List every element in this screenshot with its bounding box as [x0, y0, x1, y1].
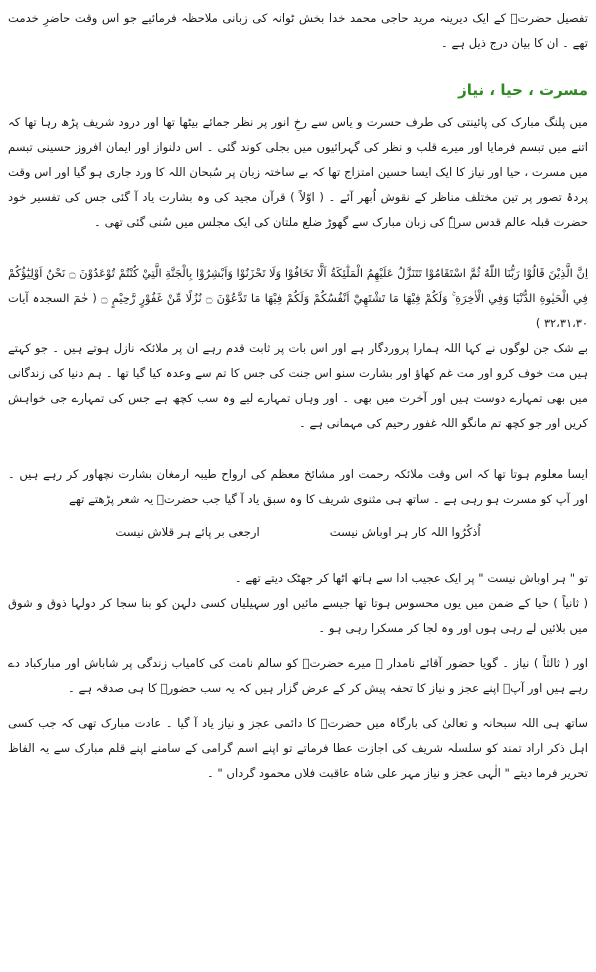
spacer [8, 701, 588, 711]
persian-couplet [8, 520, 588, 544]
spacer [8, 436, 588, 462]
couplet-second-hemistich: ارجعی بر پائے ہر قلاش نیست [115, 525, 260, 539]
section-heading: مسرت ، حیا ، نیاز [458, 81, 588, 99]
paragraph-second-vision: ( ثانیاً ) حیا کے ضمن میں یوں محسوس ہوتا تھا جیسے مائیں اور سہیلیاں کسی دلہن کو بنا سجا کر دولہا ذوق و شوق میں بلائیں لے رہی ہوں اور وہ لجا کر مسکرا رہی ہو ۔ [8, 596, 588, 635]
verse-translation: بے شک جن لوگوں نے کہا اللہ ہمارا پروردگار ہے اور اس بات پر ثابت قدم رہے ان پر ملائکہ نازل ہوتے ہیں ۔ جو کہتے ہیں مت خوف کرو اور مت غم کھاؤ اور بشارت سنو اس جنت کی جس کا تم سے وعدہ کیا گیا تھا ۔ ہم دنیا کی زندگانی میں بھی تمہارے دوست ہیں اور آخرت میں بھی ۔ اور وہاں تمہارے لیے وہ سب کچھ ہے جس کی تمہارے جی خواہش کریں اور جو کچھ تم مانگو اللہ غفور رحیم کی مہمانی ہے ۔ [8, 341, 588, 430]
couplet-first-hemistich: اُذکُرُوا اللہ کار ہر اوباش نیست [329, 525, 481, 539]
spacer [8, 641, 588, 651]
spacer [8, 235, 588, 261]
paragraph-first-vision: میں پلنگ مبارک کی پائینتی کی طرف حسرت و یاس سے رخِ انور پر نظر جمائے بیٹھا تھا اور درود شریف پڑھ رہا تھا کہ اتنے میں تبسم فرمایا اور میرے قلب و نظر کی گہرائیوں میں بجلی کوند گئی ۔ اس دلنواز اور ایمان افروز حسینی تبسم میں مسرت ، حیا اور نیاز کا ایک ایسا حسین امتزاج تھا کہ بے ساختہ زبان پر سُبحان اللہ کا ورد جاری ہو گیا اور اس وقت پردۂ تصور پر تین مختلف مناظر کے نقوش اُبھر آئے ۔ ( اوّلاً ) قرآن مجید کی وہ بشارت یاد آ گئی جس کی تفسیر خود حضرت قبلہ عالم قدس سرہٗ کی زبان مبارک سے گھوڑ ضلع ملتان کی ایک مجلس میں سُنی گئی تھی ۔ [8, 115, 588, 229]
paragraph-gesture: تو " ہر اوباش نیست " پر ایک عجیب ادا سے ہاتھ اٹھا کر جھٹک دیتے تھے ۔ [234, 571, 588, 585]
paragraph-humility: ساتھ ہی اللہ سبحانہ و تعالیٰ کی بارگاہ میں حضرتؒ کا دائمی عجز و نیاز یاد آ گیا ۔ عادت مبارک تھی کہ جب کسی اہل ذکر اراد تمند کو سلسلہ شریف کی اجازت عطا فرماتے تو اپنے اسم گرامی کے سامنے اپنے قلم مبارک سے یہ الفاظ تحریر فرما دیتے " الٰہی عجز و نیاز مہر علی شاہ عاقبت فلاں محمود گرداں " ۔ [8, 716, 588, 780]
intro-paragraph: تفصیل حضرتؒ کے ایک دیرینہ مرید حاجی محمد خدا بخش ٹوانہ کی زبانی ملاحظہ فرمائیے جو اس وقت حاضرِ خدمت تھے ۔ ان کا بیان درج ذیل ہے ۔ [8, 11, 588, 50]
paragraph-masnavi: ایسا معلوم ہوتا تھا کہ اس وقت ملائکہ رحمت اور مشائخ معظم کی ارواح طیبہ ارمغان بشارت نچھاور کر رہے ہیں ۔ اور آپ کو مسرت ہو رہی ہے ۔ ساتھ ہی مثنوی شریف کا وہ سبق یاد آ گیا جب حضرتؒ یہ شعر پڑھتے تھے [8, 467, 588, 506]
paragraph-third-vision: اور ( ثالثاً ) نیاز ۔ گویا حضور آقائے نامدار ﷺ میرے حضرتؒ کو سالم نامت کی کامیاب زندگی پر شاباش اور مبارکباد دے رہے ہیں اور آپؒ اپنے عجز و نیاز کا تحفہ پیش کر کے عرض گزار ہیں کہ یہ سب حضورؐ کا ہی صدقہ ہے ۔ [8, 656, 588, 695]
quran-verse: اِنَّ الَّذِيْنَ قَالُوْا رَبُّنَا اللّٰهُ ثُمَّ اسْتَقَامُوْا تَتَنَزَّلُ عَلَيْهِمُ الْمَلٰٓئِكَةُ اَلَّا تَخَافُوْا وَلَا تَحْزَنُوْا وَاَبْشِرُوْا بِالْجَنَّةِ الَّتِيْ كُنْتُمْ تُوْعَدُوْنَ ۝ نَحْنُ اَوْلِيٰٓؤُكُمْ فِي الْحَيٰوةِ الدُّنْيَا وَفِي الْاٰخِرَةِ ۚ وَلَكُمْ فِيْهَا مَا تَشْتَهِيْٓ اَنْفُسُكُمْ وَلَكُمْ فِيْهَا مَا تَدَّعُوْنَ ۝ نُزُلًا مِّنْ غَفُوْرٍ رَّحِيْمٍ ۝ ( حٰمٓ السجدہ آیات ۳۲،۳۱،۳۰ ) [8, 266, 589, 330]
